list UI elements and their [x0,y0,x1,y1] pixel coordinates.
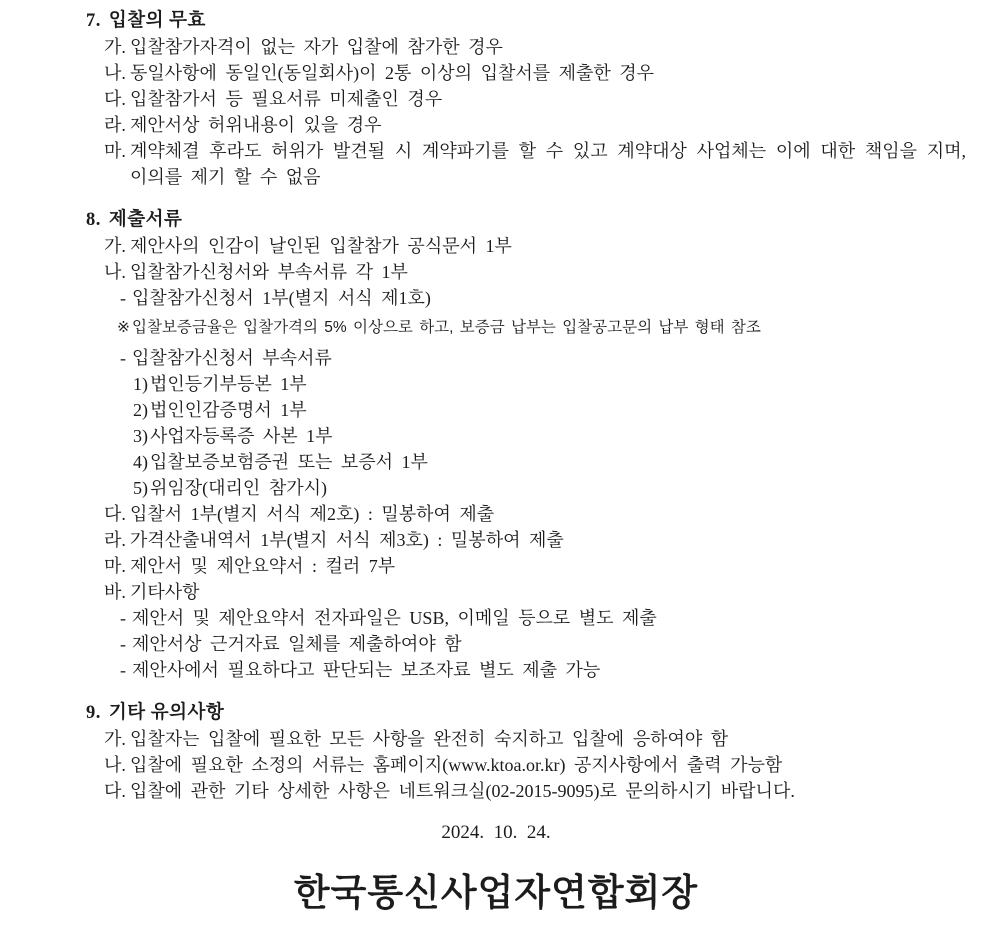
signature: 한국통신사업자연합회장 [293,873,699,914]
item-label: - [120,634,126,654]
item-text: 입찰참가신청서 1부(별지 서식 제1호) [132,288,431,308]
item-label: 나. [104,63,126,83]
list-item [133,475,966,501]
list-item [104,259,966,285]
list-item [133,449,966,475]
list-item [133,371,966,397]
section-number: 9. [86,703,101,723]
item-text: 법인등기부등본 1부 [150,374,307,394]
item-label: 다. [104,89,126,109]
list-item [104,86,966,112]
item-text: 입찰서 1부(별지 서식 제2호) : 밀봉하여 제출 [130,504,495,524]
section-9-heading [86,700,966,726]
item-label: - [120,660,126,680]
item-text: 사업자등록증 사본 1부 [150,426,333,446]
item-label: 2) [133,400,148,420]
section-number: 8. [86,210,101,230]
section-title: 제출서류 [108,210,183,230]
item-label: - [120,608,126,628]
item-label: 라. [104,115,126,135]
reference-mark: ※ [117,319,130,336]
section-number: 7. [86,11,101,31]
item-text: 계약체결 후라도 허위가 발견될 시 계약파기를 할 수 있고 계약대상 사업체는 이에 대한 책임을 지며, 이의를 제기 할 수 없음 [130,141,966,187]
item-text: 입찰참가신청서와 부속서류 각 1부 [130,262,408,282]
list-item [120,657,966,683]
item-text: 제안서상 근거자료 일체를 제출하여야 함 [132,634,462,654]
item-label: 가. [104,37,126,57]
item-label: 나. [104,755,126,775]
section-7-heading [86,8,966,34]
item-text: 입찰에 관한 기타 상세한 사항은 네트워크실(02-2015-9095)로 문의하시기 바랍니다. [130,781,795,801]
item-label: 다. [104,781,126,801]
section-title: 기타 유의사항 [108,703,225,723]
list-item [104,34,966,60]
list-item [104,778,966,804]
item-label: 3) [133,426,148,446]
item-text: 입찰참가서 등 필요서류 미제출인 경우 [130,89,443,109]
section-title: 입찰의 무효 [108,11,206,31]
list-item [104,752,966,778]
note-item [117,315,966,341]
item-text: 기타사항 [130,582,200,602]
list-item [120,285,966,311]
list-item [104,579,966,605]
list-item [120,345,966,371]
section-8-heading [86,207,966,233]
note-text: 입찰보증금율은 입찰가격의 5% 이상으로 하고, 보증금 납부는 입찰공고문의 납부 형태 참조 [132,319,761,336]
item-label: 나. [104,262,126,282]
item-text: 동일사항에 동일인(동일회사)이 2통 이상의 입찰서를 제출한 경우 [130,63,655,83]
list-item [104,527,966,553]
item-label: 마. [104,141,126,161]
list-item [120,631,966,657]
item-text: 위임장(대리인 참가시) [150,478,327,498]
item-text: 입찰에 필요한 소정의 서류는 홈페이지(www.ktoa.or.kr) 공지사항에서 출력 가능함 [130,755,783,775]
list-item [104,553,966,579]
list-item [104,60,966,86]
item-text: 입찰자는 입찰에 필요한 모든 사항을 완전히 숙지하고 입찰에 응하여야 함 [130,729,729,749]
item-text: 제안서 및 제안요약서 전자파일은 USB, 이메일 등으로 별도 제출 [132,608,657,628]
item-label: 5) [133,478,148,498]
item-label: 가. [104,729,126,749]
document-date: 2024. 10. 24. [441,822,551,843]
list-item [104,726,966,752]
item-label: 4) [133,452,148,472]
item-text: 제안사의 인감이 날인된 입찰참가 공식문서 1부 [130,236,512,256]
item-text: 법인인감증명서 1부 [150,400,307,420]
item-label: - [120,348,126,368]
list-item [104,501,966,527]
list-item [120,605,966,631]
list-item [104,233,966,259]
list-item [133,423,966,449]
item-label: 가. [104,236,126,256]
list-item [104,138,966,190]
item-text: 입찰참가신청서 부속서류 [132,348,332,368]
item-label: 라. [104,530,126,550]
item-label: 1) [133,374,148,394]
item-label: - [120,288,126,308]
item-label: 마. [104,556,126,576]
item-text: 입찰참가자격이 없는 자가 입찰에 참가한 경우 [130,37,503,57]
item-text: 제안서 및 제안요약서 : 컬러 7부 [130,556,396,576]
item-text: 가격산출내역서 1부(별지 서식 제3호) : 밀봉하여 제출 [130,530,564,550]
item-label: 바. [104,582,126,602]
list-item [133,397,966,423]
item-text: 제안서상 허위내용이 있을 경우 [130,115,382,135]
item-label: 다. [104,504,126,524]
item-text: 입찰보증보험증권 또는 보증서 1부 [150,452,428,472]
list-item [104,112,966,138]
item-text: 제안사에서 필요하다고 판단되는 보조자료 별도 제출 가능 [132,660,601,680]
